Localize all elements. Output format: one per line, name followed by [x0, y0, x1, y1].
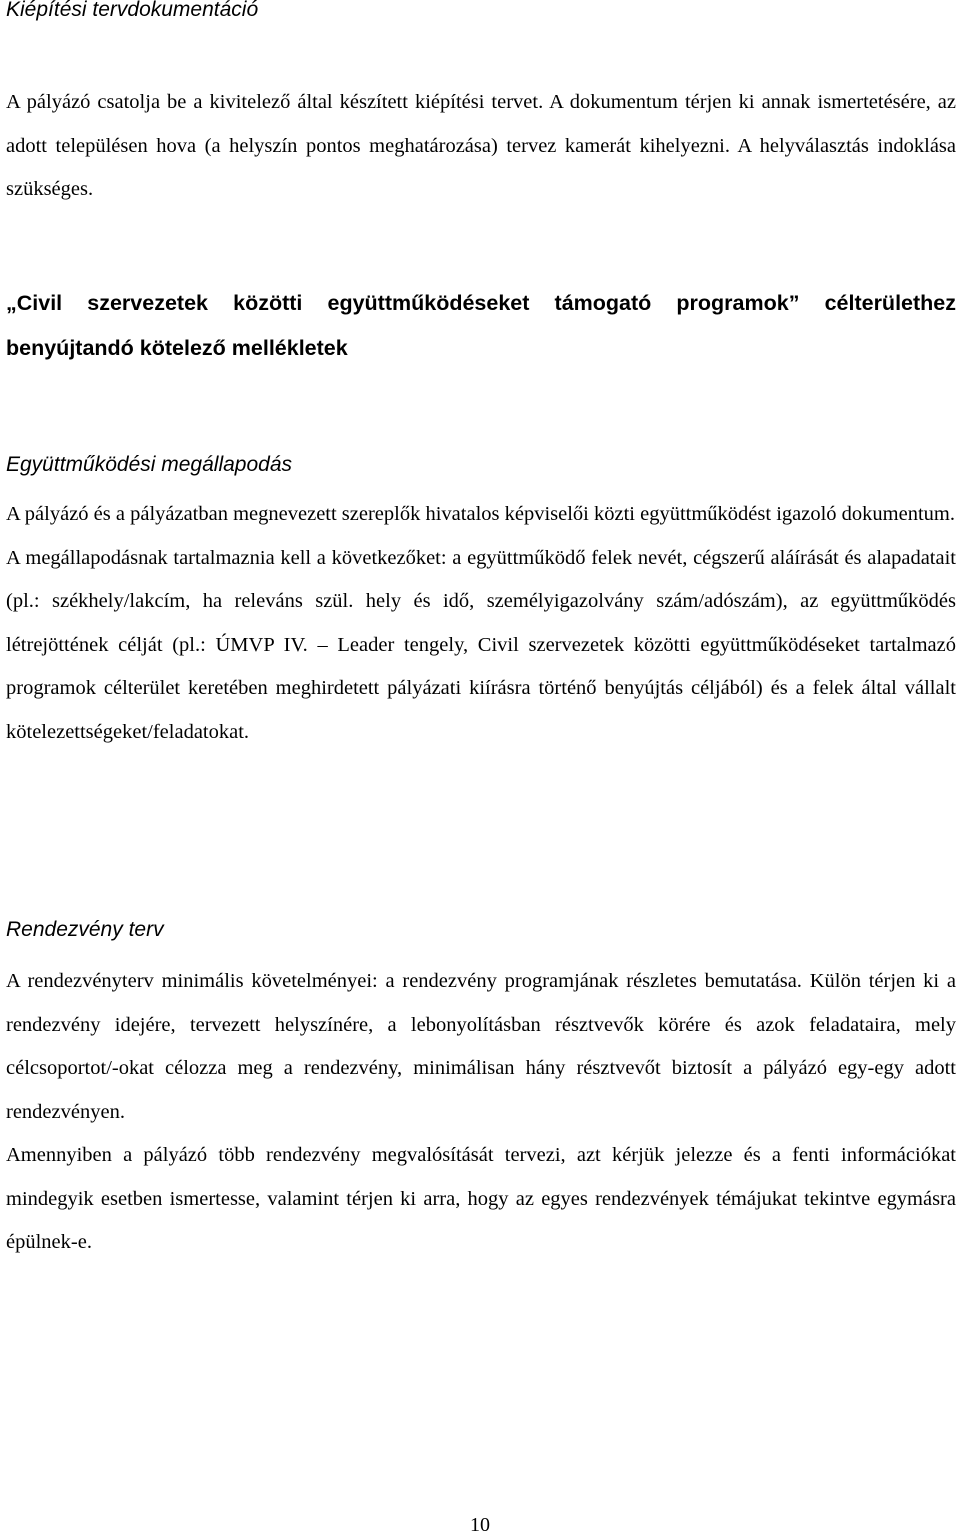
section-heading-kiepitesi: Kiépítési tervdokumentáció	[6, 0, 259, 21]
paragraph-rendezveny-2: Amennyiben a pályázó több rendezvény megvalósítását tervezi, azt kérjük jelezze és a fenti információkat mindegyik esetben ismertesse, valamint térjen ki arra, hogy az egyes rendezvények témájukat tekintve egymásra épülnek-e.	[6, 1144, 956, 1253]
paragraph-kiepitesi: A pályázó csatolja be a kivitelező által készített kiépítési tervet. A dokumentum térjen ki annak ismertetésére, az adott településen hova (a helyszín pontos meghatározása) tervez kamerát kihelyezni. A helyválasztás indoklása szükséges.	[6, 91, 956, 200]
page-number: 10	[470, 1514, 490, 1536]
section-kiepitesi-body	[6, 81, 956, 212]
section-kiepitesi	[6, 0, 956, 23]
section-rendezveny	[6, 917, 956, 943]
section-rendezveny-body	[6, 960, 956, 1265]
section-heading-rendezveny: Rendezvény terv	[6, 918, 164, 941]
section-egyuttmukodesi-body	[6, 493, 956, 754]
paragraph-egyuttmukodesi-2: A megállapodásnak tartalmaznia kell a következőket: a együttműködő felek nevét, cégszerű aláírását és alapadatait (pl.: székhely/lakcím, ha releváns szül. hely és idő, személyigazolvány szám/adószám), az együttműködés létrejöttének célját (pl.: ÚMVP IV. – Leader tengely, Civil szervezetek közötti együttműködéseket tartalmazó programok célterület keretében meghirdetett pályázati kiírásra történő benyújtás céljából) és a felek által vállalt kötelezettségeket/feladatokat.	[6, 546, 956, 743]
paragraph-egyuttmukodesi-1: A pályázó és a pályázatban megnevezett szereplők hivatalos képviselői közti együttműködést igazoló dokumentum.	[6, 503, 955, 525]
main-title-block	[6, 281, 956, 371]
paragraph-rendezveny-1: A rendezvényterv minimális követelményei: a rendezvény programjának részletes bemutatása. Külön térjen ki a rendezvény idejére, tervezett helyszínére, a lebonyolításban résztvevők körére és azok feladataira, mely célcsoportot/-okat célozza meg a rendezvény, minimálisan hány résztvevőt biztosít a pályázó egy-egy adott rendezvényen.	[6, 970, 956, 1123]
section-heading-egyuttmukodesi: Együttműködési megállapodás	[6, 453, 293, 476]
section-egyuttmukodesi	[6, 452, 956, 478]
main-title: „Civil szervezetek közötti együttműködéseket támogató programok” célterülethez benyújtandó kötelező mellékletek	[6, 291, 956, 360]
